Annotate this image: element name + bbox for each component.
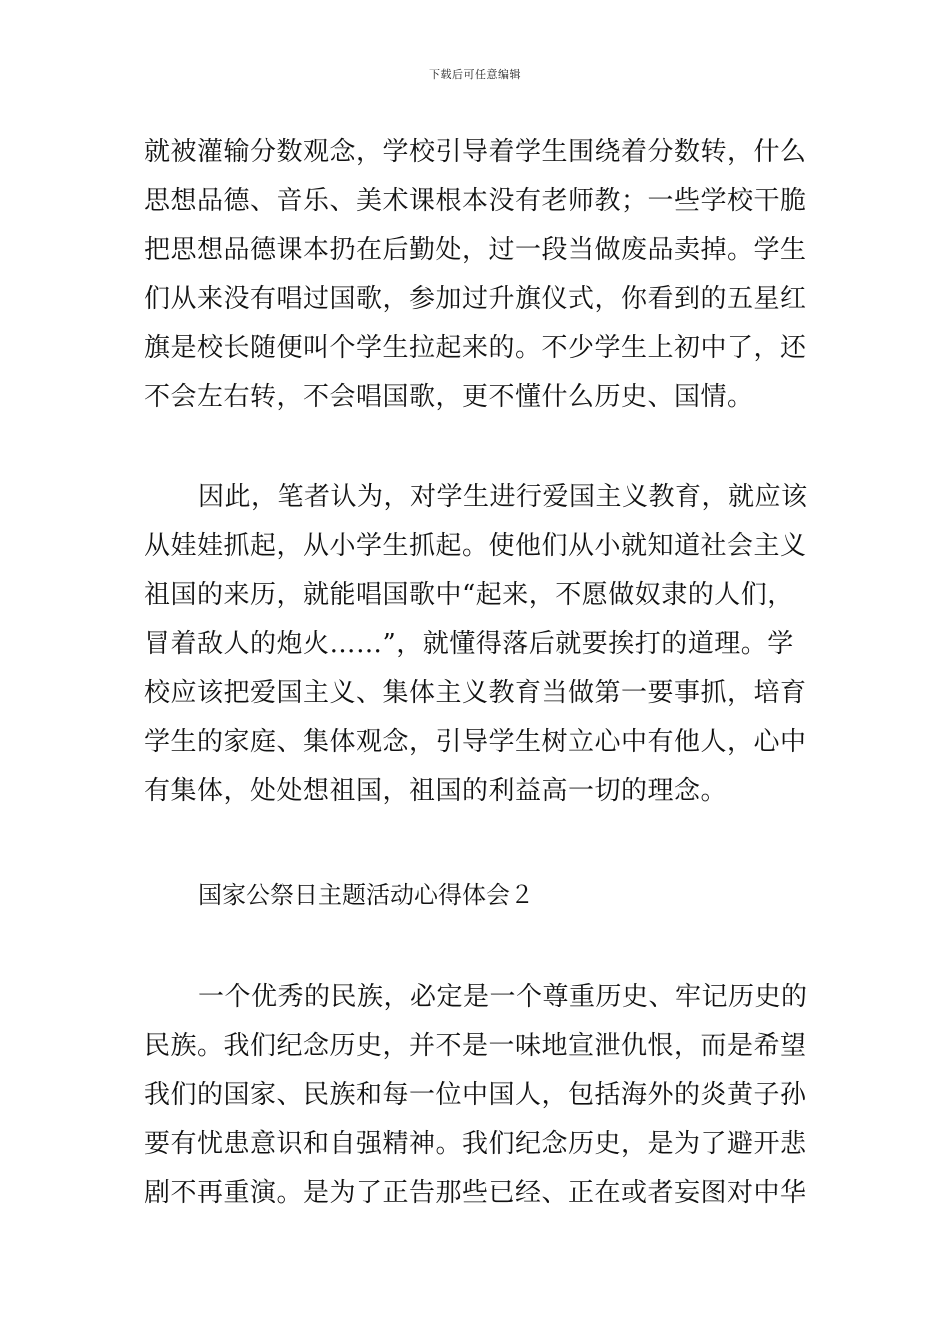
paragraph-line: 旗是校长随便叫个学生拉起来的。不少学生上初中了，还 (144, 333, 807, 363)
paragraph-3 (144, 973, 808, 1218)
page-header: 下载后可任意编辑 (429, 68, 521, 81)
paragraph-line: 剧不再重演。是为了正告那些已经、正在或者妄图对中华 (144, 1178, 807, 1208)
paragraph-line: 学生的家庭、集体观念，引导学生树立心中有他人，心中 (144, 727, 807, 757)
paragraph-line: 把思想品德课本扔在后勤处，过一段当做废品卖掉。学生 (144, 235, 807, 265)
paragraph-line: 因此，笔者认为，对学生进行爱国主义教育，就应该 (198, 482, 808, 512)
paragraph-line: 祖国的来历，就能唱国歌中“起来，不愿做奴隶的人们， (144, 580, 794, 610)
paragraph-line: 一个优秀的民族，必定是一个尊重历史、牢记历史的 (198, 982, 808, 1012)
paragraph-line: 要有忧患意识和自强精神。我们纪念历史，是为了避开悲 (144, 1129, 807, 1159)
paragraph-line: 们从来没有唱过国歌，参加过升旗仪式，你看到的五星红 (144, 284, 807, 314)
paragraph-line: 不会左右转，不会唱国歌，更不懂什么历史、国情。 (144, 382, 754, 412)
paragraph-line: 从娃娃抓起，从小学生抓起。使他们从小就知道社会主义 (144, 531, 807, 561)
paragraph-line: 我们的国家、民族和每一位中国人，包括海外的炎黄子孙 (144, 1080, 807, 1110)
paragraph-line: 就被灌输分数观念，学校引导着学生围绕着分数转，什么 (144, 137, 807, 167)
paragraph-line: 民族。我们纪念历史，并不是一味地宣泄仇恨，而是希望 (144, 1031, 807, 1061)
paragraph-line: 冒着敌人的炮火……”，就懂得落后就要挨打的道理。学 (144, 629, 794, 659)
paragraph-line: 思想品德、音乐、美术课根本没有老师教；一些学校干脆 (144, 186, 807, 216)
paragraph-2 (144, 473, 808, 816)
paragraph-line: 有集体，处处想祖国，祖国的利益高一切的理念。 (144, 776, 728, 806)
section-heading: 国家公祭日主题活动心得体会２ (198, 881, 534, 909)
paragraph-1 (144, 128, 808, 422)
paragraph-line: 校应该把爱国主义、集体主义教育当做第一要事抓，培育 (144, 678, 807, 708)
